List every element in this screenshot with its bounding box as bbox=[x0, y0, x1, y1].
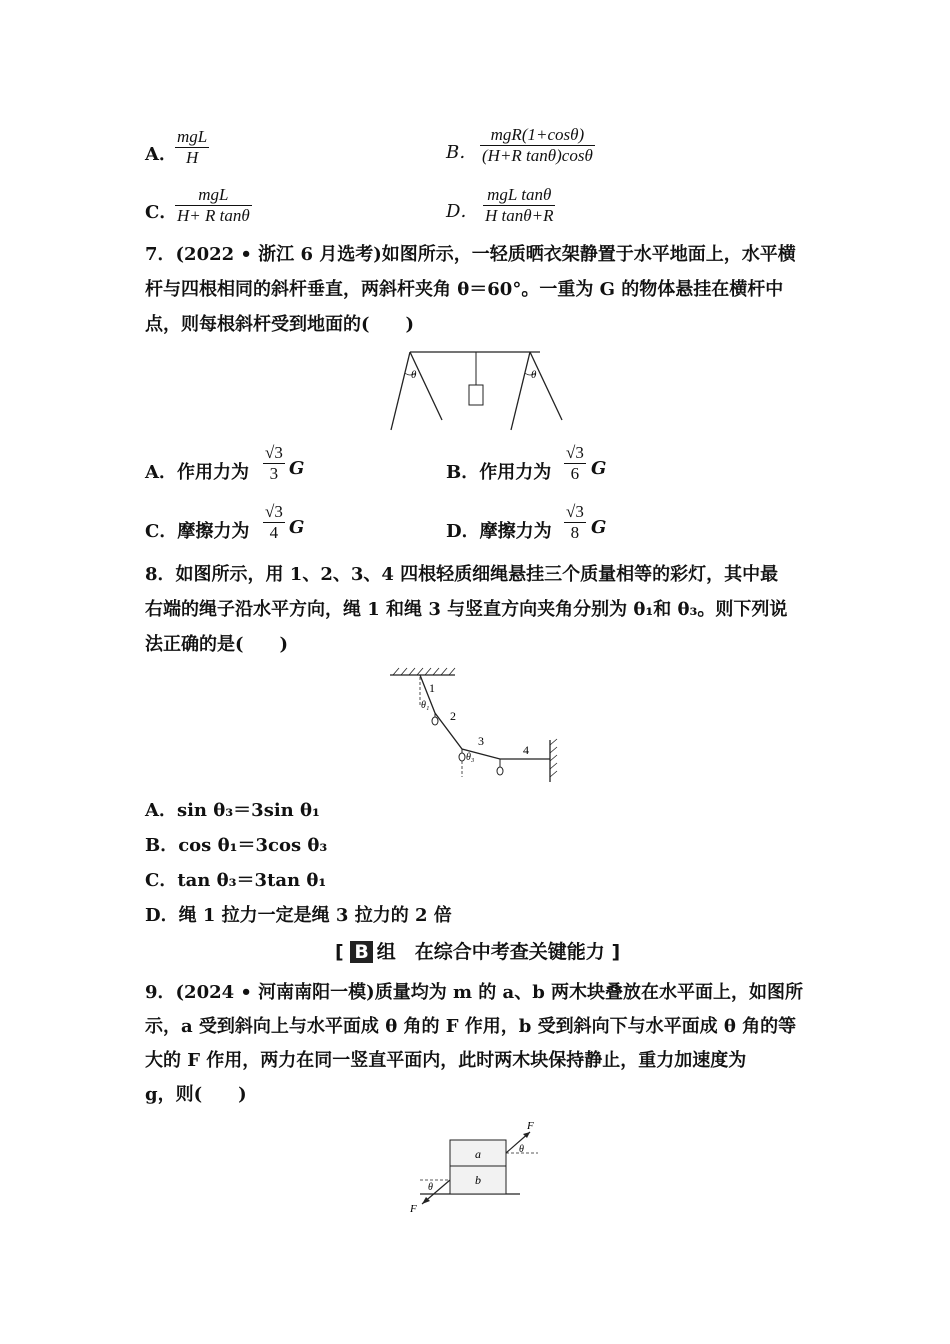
q7-line-1: 7．(2022 • 浙江 6 月选考)如图所示，一轻质晒衣架静置于水平地面上，水平横 bbox=[145, 244, 796, 265]
ceiling-hatch bbox=[393, 668, 455, 675]
q7-b-denominator: 6 bbox=[570, 464, 580, 483]
q7-option-d-fraction bbox=[564, 502, 586, 543]
q8-option-c: C．tan θ₃＝3tan θ₁ bbox=[145, 870, 327, 891]
q8-line-2: 右端的绳子沿水平方向，绳 1 和绳 3 与竖直方向夹角分别为 θ₁和 θ₃。则下列说 bbox=[145, 599, 788, 620]
theta-label-top: θ bbox=[519, 1144, 524, 1155]
q6-c-numerator: mgL bbox=[175, 185, 252, 206]
banner-close-bracket: ] bbox=[611, 941, 621, 963]
q6-b-numerator: mgR(1+cosθ) bbox=[480, 125, 595, 146]
q6-d-denominator: H tanθ+R bbox=[485, 206, 554, 225]
q9-line-4: g，则( ) bbox=[145, 1084, 247, 1105]
q7-c-numerator: √3 bbox=[265, 502, 283, 521]
q9-line-1: 9．(2024 • 河南南阳一模)质量均为 m 的 a、b 两木块叠放在水平面上，如图所 bbox=[145, 982, 804, 1003]
q7-option-c-suffix: G bbox=[289, 517, 305, 538]
q7-c-denominator: 4 bbox=[269, 523, 279, 542]
q8-option-a: A．sin θ₃＝3sin θ₁ bbox=[145, 800, 320, 821]
rope-label-2: 2 bbox=[450, 709, 456, 723]
q6-option-d-fraction bbox=[483, 185, 555, 226]
q7-drying-rack-figure bbox=[385, 345, 570, 435]
q6-option-a-label: A． bbox=[145, 144, 177, 165]
rack-leg bbox=[410, 352, 442, 420]
q6-option-d-label: D． bbox=[446, 201, 479, 222]
q7-option-b bbox=[446, 458, 551, 484]
q7-a-numerator: √3 bbox=[265, 443, 283, 462]
q9-blocks-figure bbox=[400, 1118, 550, 1218]
wall-hatch bbox=[550, 739, 557, 777]
q7-option-c-label: C．摩擦力为 bbox=[145, 521, 250, 542]
rack-leg bbox=[511, 352, 530, 430]
q6-option-c-label: C． bbox=[145, 202, 178, 223]
q8-option-b: B．cos θ₁＝3cos θ₃ bbox=[145, 835, 328, 856]
block-a-label: a bbox=[475, 1147, 481, 1161]
lantern bbox=[459, 753, 465, 761]
q7-d-denominator: 8 bbox=[570, 523, 580, 542]
q6-option-b-label: B． bbox=[446, 142, 478, 163]
q7-option-c bbox=[145, 517, 249, 543]
q6-b-denominator: (H+R tanθ)cosθ bbox=[482, 146, 593, 165]
q7-option-b-fraction bbox=[564, 443, 586, 484]
q6-d-numerator: mgL tanθ bbox=[483, 185, 555, 206]
theta1-label: θ₁ bbox=[421, 700, 430, 711]
q7-option-a-fraction bbox=[263, 443, 285, 484]
banner-group-letter: B bbox=[350, 941, 372, 963]
q8-line-3: 法正确的是( ) bbox=[145, 634, 289, 655]
q7-option-c-fraction bbox=[263, 502, 285, 543]
q7-option-b-label: B．作用力为 bbox=[446, 462, 552, 483]
rope-chain bbox=[420, 675, 550, 759]
block-b-label: b bbox=[475, 1173, 481, 1187]
hanging-object bbox=[469, 385, 483, 405]
lantern bbox=[497, 767, 503, 775]
rack-theta-right: θ bbox=[531, 369, 537, 381]
q7-line-3: 点，则每根斜杆受到地面的( ) bbox=[145, 314, 415, 335]
lantern bbox=[432, 717, 438, 725]
q6-option-a-fraction bbox=[175, 127, 209, 168]
q6-option-c-fraction bbox=[175, 185, 252, 226]
rope-label-1: 1 bbox=[429, 681, 435, 695]
rack-leg bbox=[391, 352, 410, 430]
q7-option-d bbox=[446, 517, 552, 543]
force-label-top: F bbox=[527, 1120, 534, 1132]
rack-leg bbox=[530, 352, 562, 420]
q7-option-a bbox=[145, 458, 249, 484]
q6-a-denominator: H bbox=[185, 148, 199, 167]
q6-option-b-fraction bbox=[480, 125, 595, 166]
q8-option-d: D．绳 1 拉力一定是绳 3 拉力的 2 倍 bbox=[145, 905, 452, 926]
q8-lanterns-figure bbox=[385, 665, 565, 785]
q7-option-a-suffix: G bbox=[289, 458, 305, 479]
banner-title: 组 在综合中考查关键能力 bbox=[376, 941, 605, 963]
q6-c-denominator: H+ R tanθ bbox=[177, 206, 250, 225]
rack-theta-left: θ bbox=[411, 369, 417, 381]
q7-line-2: 杆与四根相同的斜杆垂直，两斜杆夹角 θ＝60°。一重为 G 的物体悬挂在横杆中 bbox=[145, 279, 784, 300]
q9-line-2: 示，a 受到斜向上与水平面成 θ 角的 F 作用，b 受到斜向下与水平面成 θ 角的等 bbox=[145, 1016, 797, 1037]
q8-line-1: 8．如图所示，用 1、2、3、4 四根轻质细绳悬挂三个质量相等的彩灯，其中最 bbox=[145, 564, 779, 585]
q7-option-b-suffix: G bbox=[591, 458, 607, 479]
q7-d-numerator: √3 bbox=[566, 502, 584, 521]
theta-label-bottom: θ bbox=[428, 1182, 433, 1193]
q6-a-numerator: mgL bbox=[177, 127, 208, 146]
rope-label-4: 4 bbox=[523, 743, 529, 757]
q7-b-numerator: √3 bbox=[566, 443, 584, 462]
section-banner bbox=[335, 937, 620, 964]
banner-open-bracket: [ bbox=[335, 941, 344, 963]
theta3-label: θ₃ bbox=[466, 752, 475, 763]
q7-option-d-label: D．摩擦力为 bbox=[446, 521, 552, 542]
q7-a-denominator: 3 bbox=[269, 464, 279, 483]
force-label-bottom: F bbox=[410, 1203, 417, 1215]
q7-option-a-label: A．作用力为 bbox=[145, 462, 249, 483]
rope-label-3: 3 bbox=[478, 734, 484, 748]
q9-line-3: 大的 F 作用，两力在同一竖直平面内，此时两木块保持静止，重力加速度为 bbox=[145, 1050, 747, 1071]
q7-option-d-suffix: G bbox=[591, 517, 607, 538]
